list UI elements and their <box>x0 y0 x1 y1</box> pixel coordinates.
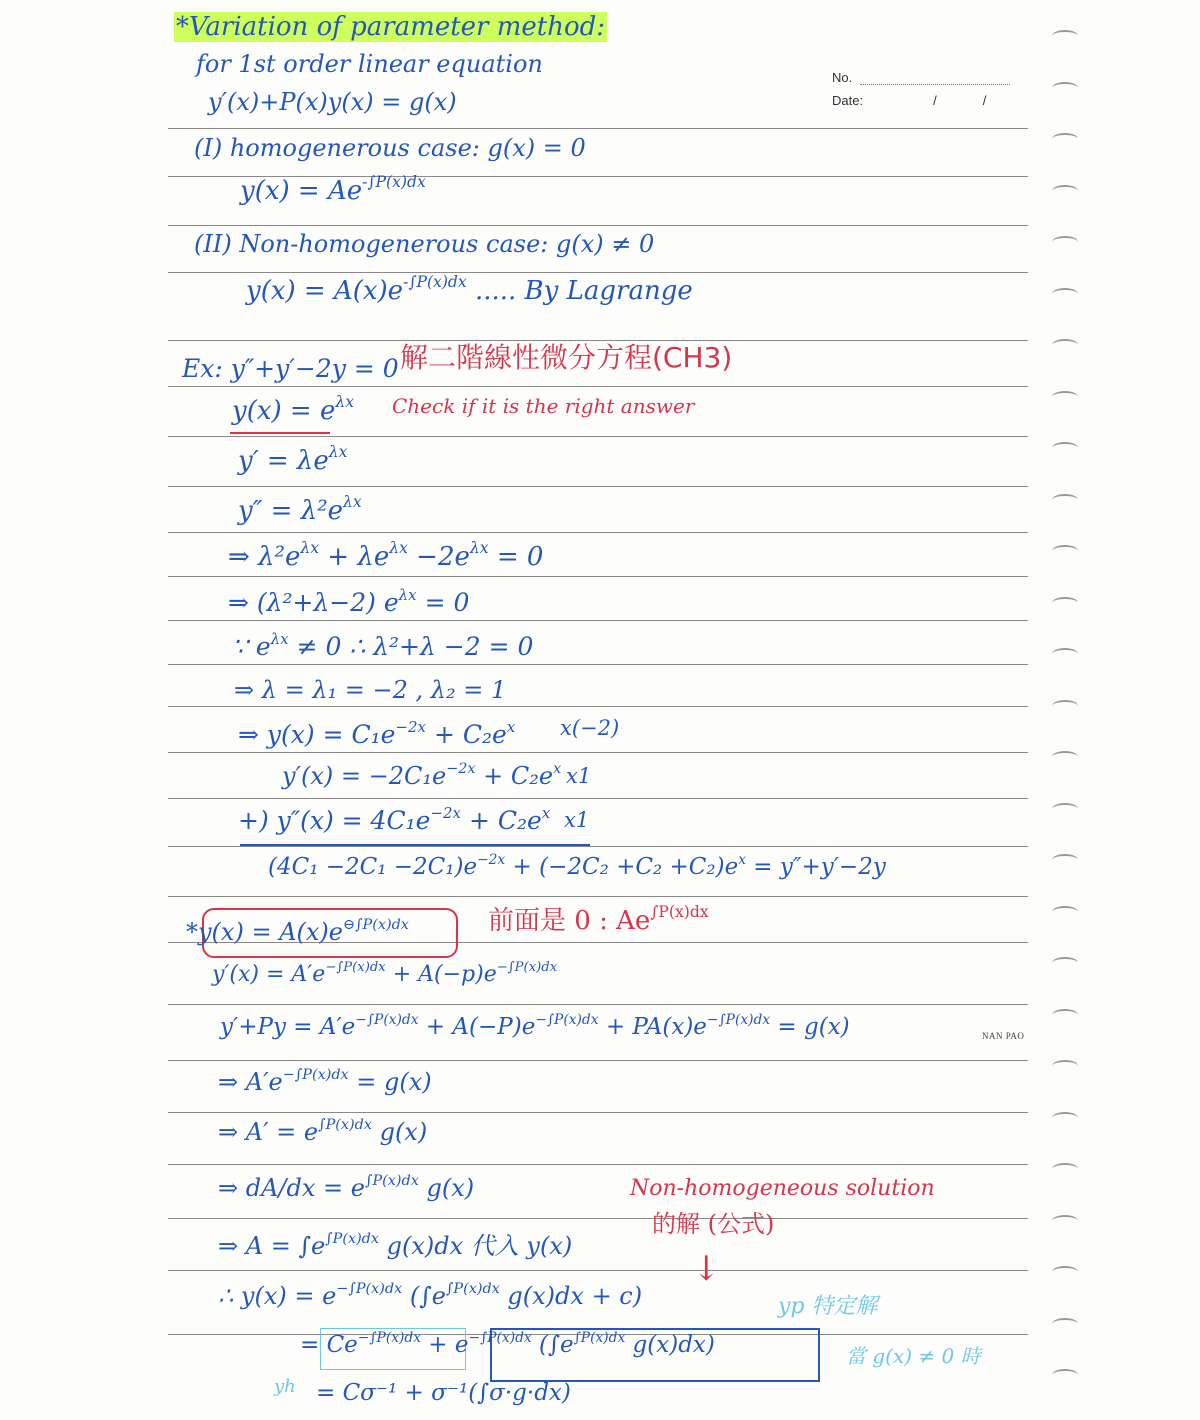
binder-ring <box>1052 1112 1078 1124</box>
simplified-line: ⇒ $A'e^{-\int P(x)dx} = g(x)$ <box>218 1067 432 1096</box>
binder-ring <box>1052 1163 1078 1175</box>
step-substitute: ⇒ $\lambda^2e^{\lambda x} + \lambda e^{\lambda x} -2e^{\lambda x} = 0$ <box>228 539 544 572</box>
binder-ring <box>1052 597 1078 609</box>
page-header <box>832 62 1010 108</box>
ruled-line <box>168 225 1028 226</box>
binder-rings <box>1052 0 1082 1420</box>
multiplier: x(−2) <box>560 716 620 740</box>
binder-ring <box>1052 1009 1078 1021</box>
derivative-line: $y'(x) = A'e^{-\int P(x)dx} + A(-p)e^{-\int P(x)dx}$ <box>212 960 558 987</box>
arrow-down-icon: ↓ <box>692 1249 721 1289</box>
no-field-line <box>860 72 1010 85</box>
binder-ring <box>1052 906 1078 918</box>
ansatz-equation: $*y(x) = A(x)e^{⊖\int P(x)dx}$ <box>186 917 409 946</box>
step-roots: ⇒ λ = λ₁ = −2 , λ₂ = 1 <box>234 676 507 704</box>
example-note: 解二階線性微分方程(CH3) <box>400 341 733 374</box>
no-label: No. <box>832 70 853 85</box>
particular-note: yp 特定解 <box>778 1294 878 1319</box>
multiplier: x1 <box>564 808 590 832</box>
ruled-line <box>168 664 1028 665</box>
binder-ring <box>1052 854 1078 866</box>
step-yprime: $y'(x) = -2C_1e^{-2x} + C_2e^x$ <box>282 761 562 790</box>
binder-ring <box>1052 339 1078 351</box>
binder-ring <box>1052 133 1078 145</box>
integral-line: ⇒ $A = \int e^{\int P(x)dx}$ g(x)dx 代入 y(x) <box>218 1231 573 1260</box>
binder-ring <box>1052 1060 1078 1072</box>
ruled-line <box>168 1270 1028 1271</box>
date-separator: / <box>933 93 937 108</box>
binder-ring <box>1052 185 1078 197</box>
notes-subtitle: for 1st order linear equation <box>196 50 543 78</box>
header-rule <box>168 128 1028 129</box>
binder-ring <box>1052 751 1078 763</box>
date-separator: / <box>982 93 987 108</box>
a-prime-line: ⇒ $A' = e^{\int P(x)dx}$ g(x) <box>218 1117 428 1146</box>
case1-solution: $y(x) = Ae^{-\int P(x)dx}$ <box>240 173 426 206</box>
multiplier: x1 <box>566 764 592 788</box>
condition-note: 當 g(x) ≠ 0 時 <box>846 1344 981 1368</box>
solution-line: ∴ $y(x) = e^{-\int P(x)dx}$ ($\int e^{\int P(x)dx}$ g(x)dx + c) <box>218 1281 643 1310</box>
brand-mark: NAN PAO <box>982 1031 1025 1041</box>
notes-title: *Variation of parameter method: <box>176 12 606 42</box>
trial-note: Check if it is the right answer <box>392 394 695 418</box>
second-derivative: $y'' = \lambda^2e^{\lambda x}$ <box>238 493 362 526</box>
binder-ring <box>1052 288 1078 300</box>
ruled-line <box>168 272 1028 273</box>
binder-ring <box>1052 1266 1078 1278</box>
ruled-line <box>168 1004 1028 1005</box>
ruled-line <box>168 1060 1028 1061</box>
binder-ring <box>1052 648 1078 660</box>
case2-solution: $y(x) = A(x)e^{-\int P(x)dx}$ ..... By Lagrange <box>246 273 693 306</box>
ruled-line <box>168 896 1028 897</box>
split-solution: = $Ce^{-\int P(x)dx} + e^{-\int P(x)dx}$ ($\int e^{\int P(x)dx}$ g(x)dx) <box>300 1329 715 1358</box>
da-dx-line: ⇒ $dA/dx = e^{\int P(x)dx}$ g(x) <box>218 1173 475 1202</box>
binder-ring <box>1052 391 1078 403</box>
binder-ring <box>1052 442 1078 454</box>
example-equation: Ex: y″+y′−2y = 0 <box>182 354 399 383</box>
ruled-line <box>168 752 1028 753</box>
binder-ring <box>1052 803 1078 815</box>
ruled-line <box>168 706 1028 707</box>
first-derivative: $y' = \lambda e^{\lambda x}$ <box>238 443 348 476</box>
ruled-line <box>168 1218 1028 1219</box>
ruled-line <box>168 532 1028 533</box>
step-factor: ⇒ (λ²+λ−2) $e^{\lambda x} = 0$ <box>228 585 470 617</box>
ruled-line <box>168 1164 1028 1165</box>
binder-ring <box>1052 494 1078 506</box>
ruled-line <box>168 1112 1028 1113</box>
binder-ring <box>1052 1215 1078 1227</box>
binder-ring <box>1052 957 1078 969</box>
ruled-line <box>168 846 1028 847</box>
binder-ring <box>1052 82 1078 94</box>
solution-note-zh: 的解 (公式) <box>652 1210 775 1238</box>
case2-label: (II) Non-homogenerous case: g(x) ≠ 0 <box>194 230 655 258</box>
step-characteristic: ∵ $e^{\lambda x} \ne 0$ ∴ λ²+λ −2 = 0 <box>232 629 534 661</box>
solution-note: Non-homogeneous solution <box>630 1176 935 1201</box>
ansatz-note: 前面是 0 : $Ae^{\int P(x)dx}$ <box>488 903 709 936</box>
binder-ring <box>1052 30 1078 42</box>
step-general: ⇒ $y(x) = C_1e^{-2x} + C_2e^x$ <box>238 717 516 749</box>
step-ydoubleprime: +) $y''(x) = 4C_1e^{-2x} + C_2e^x$ <box>238 803 551 835</box>
binder-ring <box>1052 545 1078 557</box>
ruled-line <box>168 620 1028 621</box>
binder-ring <box>1052 236 1078 248</box>
sigma-form: = Cσ⁻¹ + σ⁻¹(∫σ·g·dx) <box>316 1380 571 1406</box>
binder-ring <box>1052 1318 1078 1330</box>
trial-solution: $y(x) = e^{\lambda x}$ <box>232 393 355 426</box>
ruled-line <box>168 486 1028 487</box>
date-label: Date: <box>832 93 864 108</box>
ruled-line <box>168 386 1028 387</box>
sum-underline <box>240 844 590 846</box>
trial-underline <box>230 432 330 434</box>
yh-label: yh <box>274 1376 296 1397</box>
case1-label: (I) homogenerous case: g(x) = 0 <box>194 134 586 162</box>
ruled-line <box>168 436 1028 437</box>
ruled-line <box>168 798 1028 799</box>
binder-ring <box>1052 700 1078 712</box>
ruled-line <box>168 576 1028 577</box>
step-sum: $(4C_1 -2C_1 -2C_1)e^{-2x} + (-2C_2 +C_2 +C_2)e^x = y''+y'-2y$ <box>268 851 886 880</box>
binder-ring <box>1052 1369 1078 1381</box>
main-equation: y′(x)+P(x)y(x) = g(x) <box>208 88 457 116</box>
substitution-line: $y'+Py = A'e^{-\int P(x)dx} + A(-P)e^{-\int P(x)dx} + PA(x)e^{-\int P(x)dx} = g(x)$ <box>220 1011 850 1040</box>
